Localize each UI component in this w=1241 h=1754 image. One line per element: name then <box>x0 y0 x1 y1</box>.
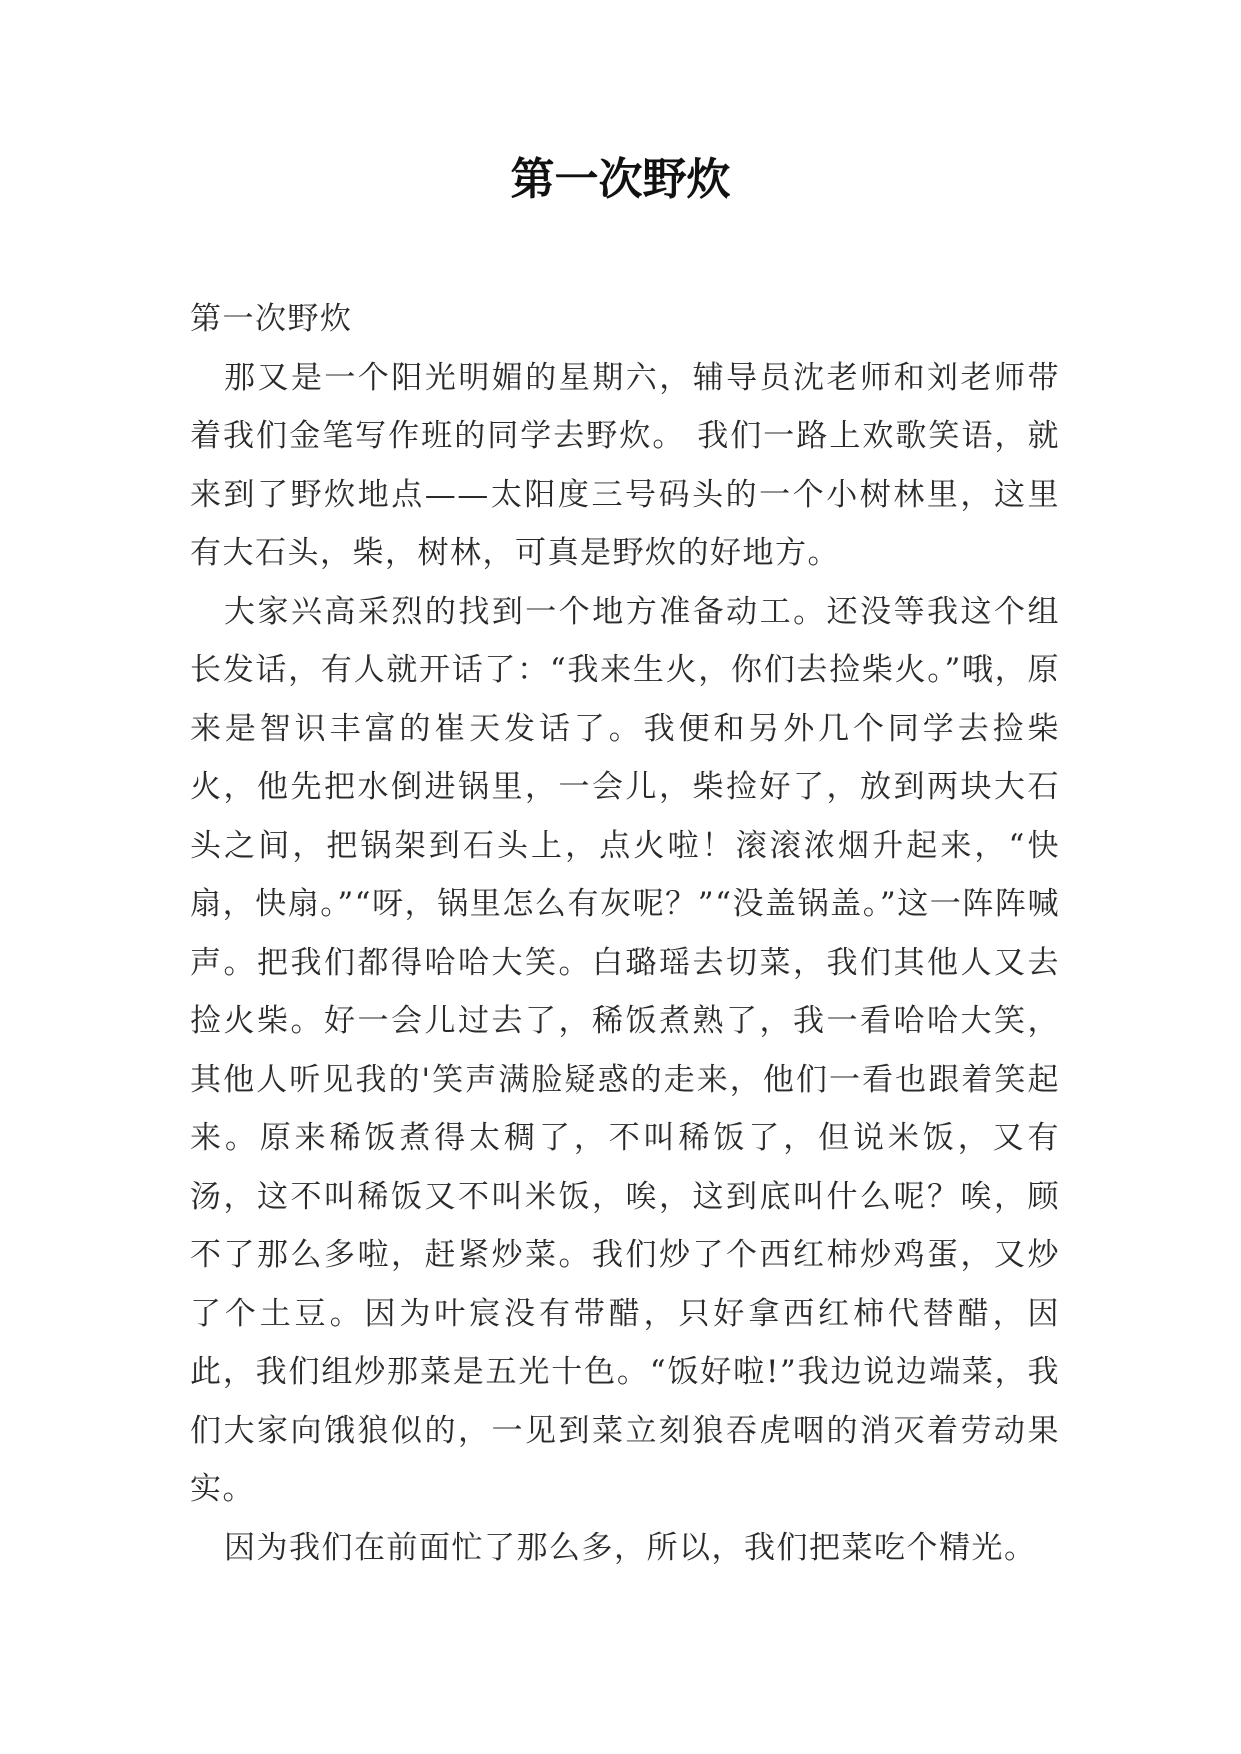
document-body <box>190 290 1060 1577</box>
document-title: 第一次野炊 <box>510 154 731 205</box>
paragraph-1: 那又是一个阳光明媚的星期六，辅导员沈老师和刘老师带着我们金笔写作班的同学去野炊。 我们一路上欢歌笑语，就来到了野炊地点——太阳度三号码头的一个小树林里，这里有大石头，柴，树林，可真是野炊的好地方。 <box>190 359 1060 571</box>
paragraph-3: 因为我们在前面忙了那么多，所以，我们把菜吃个精光。 <box>224 1529 1037 1566</box>
document-subtitle: 第一次野炊 <box>190 301 353 337</box>
paragraph-2: 大家兴高采烈的找到一个地方准备动工。还没等我这个组长发话，有人就开话了：“我来生火，你们去捡柴火。”哦，原来是智识丰富的崔天发话了。我便和另外几个同学去捡柴火，他先把水倒进锅里，一会儿，柴捡好了，放到两块大石头之间，把锅架到石头上，点火啦！滚滚浓烟升起来，“快扇，快扇。”“呀，锅里怎么有灰呢？”“没盖锅盖。”这一阵阵喊声。把我们都得哈哈大笑。白璐瑶去切菜，我们其他人又去捡火柴。好一会儿过去了，稀饭煮熟了，我一看哈哈大笑，其他人听见我的'笑声满脸疑惑的走来，他们一看也跟着笑起来。原来稀饭煮得太稠了，不叫稀饭了，但说米饭，又有汤，这不叫稀饭又不叫米饭，唉，这到底叫什么呢？唉，顾不了那么多啦，赶紧炒菜。我们炒了个西红柿炒鸡蛋，又炒了个土豆。因为叶宸没有带醋，只好拿西红柿代替醋，因此，我们组炒那菜是五光十色。“饭好啦!”我边说边端菜，我们大家向饿狼似的，一见到菜立刻狼吞虎咽的消灭着劳动果实。 <box>190 593 1060 1507</box>
